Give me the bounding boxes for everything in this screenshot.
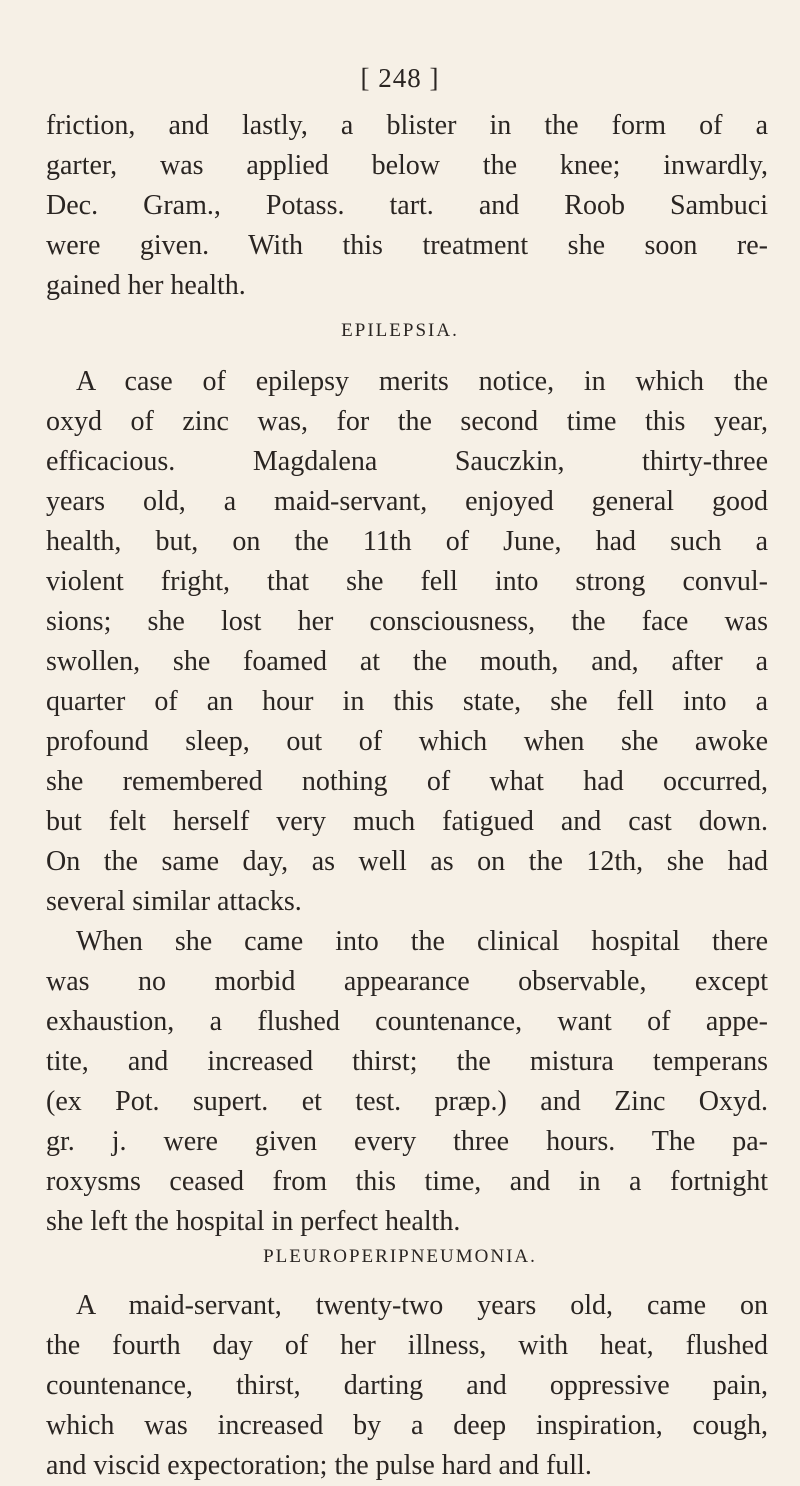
text-line: swollen, she foamed at the mouth, and, after a [46,646,768,677]
text-line: exhaustion, a flushed countenance, want of appe- [46,1006,768,1037]
paragraph-hospital [46,922,768,1242]
text-line: (ex Pot. supert. et test. præp.) and Zinc Oxyd. [46,1086,768,1117]
text-line: violent fright, that she fell into strong convul- [46,566,768,597]
text-line: quarter of an hour in this state, she fell into a [46,686,768,717]
text-line: tite, and increased thirst; the mistura temperans [46,1046,768,1077]
text-line: oxyd of zinc was, for the second time this year, [46,406,768,437]
paragraph-friction [46,106,768,306]
text-line: A maid-servant, twenty-two years old, came on [76,1290,768,1321]
text-line: were given. With this treatment she soon re- [46,230,768,261]
text-line: years old, a maid-servant, enjoyed general good [46,486,768,517]
text-line: Dec. Gram., Potass. tart. and Roob Sambuci [46,190,768,221]
section-heading-pleuroperipneumonia: PLEUROPERIPNEUMONIA. [263,1246,537,1267]
text-line: countenance, thirst, darting and oppressive pain, [46,1370,768,1401]
text-line: profound sleep, out of which when she awoke [46,726,768,757]
text-line: gained her health. [46,270,246,301]
text-line: roxysms ceased from this time, and in a fortnight [46,1166,768,1197]
text-line: On the same day, as well as on the 12th, she had [46,846,768,877]
page-number: [ 248 ] [360,63,440,93]
text-line: she remembered nothing of what had occurred, [46,766,768,797]
text-line: health, but, on the 11th of June, had such a [46,526,768,557]
section-heading-epilepsia: EPILEPSIA. [341,320,459,341]
text-line: efficacious. Magdalena Sauczkin, thirty-three [46,446,768,477]
paragraph-maid-servant [46,1286,768,1486]
text-line: garter, was applied below the knee; inwardly, [46,150,768,181]
paragraph-epilepsy-case [46,362,768,922]
text-line: gr. j. were given every three hours. The pa- [46,1126,768,1157]
text-line: When she came into the clinical hospital there [76,926,768,957]
text-line: sions; she lost her consciousness, the face was [46,606,768,637]
text-line: several similar attacks. [46,886,302,917]
text-line: she left the hospital in perfect health. [46,1206,461,1237]
text-line: but felt herself very much fatigued and cast down. [46,806,768,837]
text-line: which was increased by a deep inspiration, cough, [46,1410,768,1441]
text-line: and viscid expectoration; the pulse hard and full. [46,1450,592,1481]
text-line: the fourth day of her illness, with heat, flushed [46,1330,768,1361]
text-line: was no morbid appearance observable, except [46,966,768,997]
text-line: friction, and lastly, a blister in the form of a [46,110,768,141]
text-line: A case of epilepsy merits notice, in which the [76,366,768,397]
